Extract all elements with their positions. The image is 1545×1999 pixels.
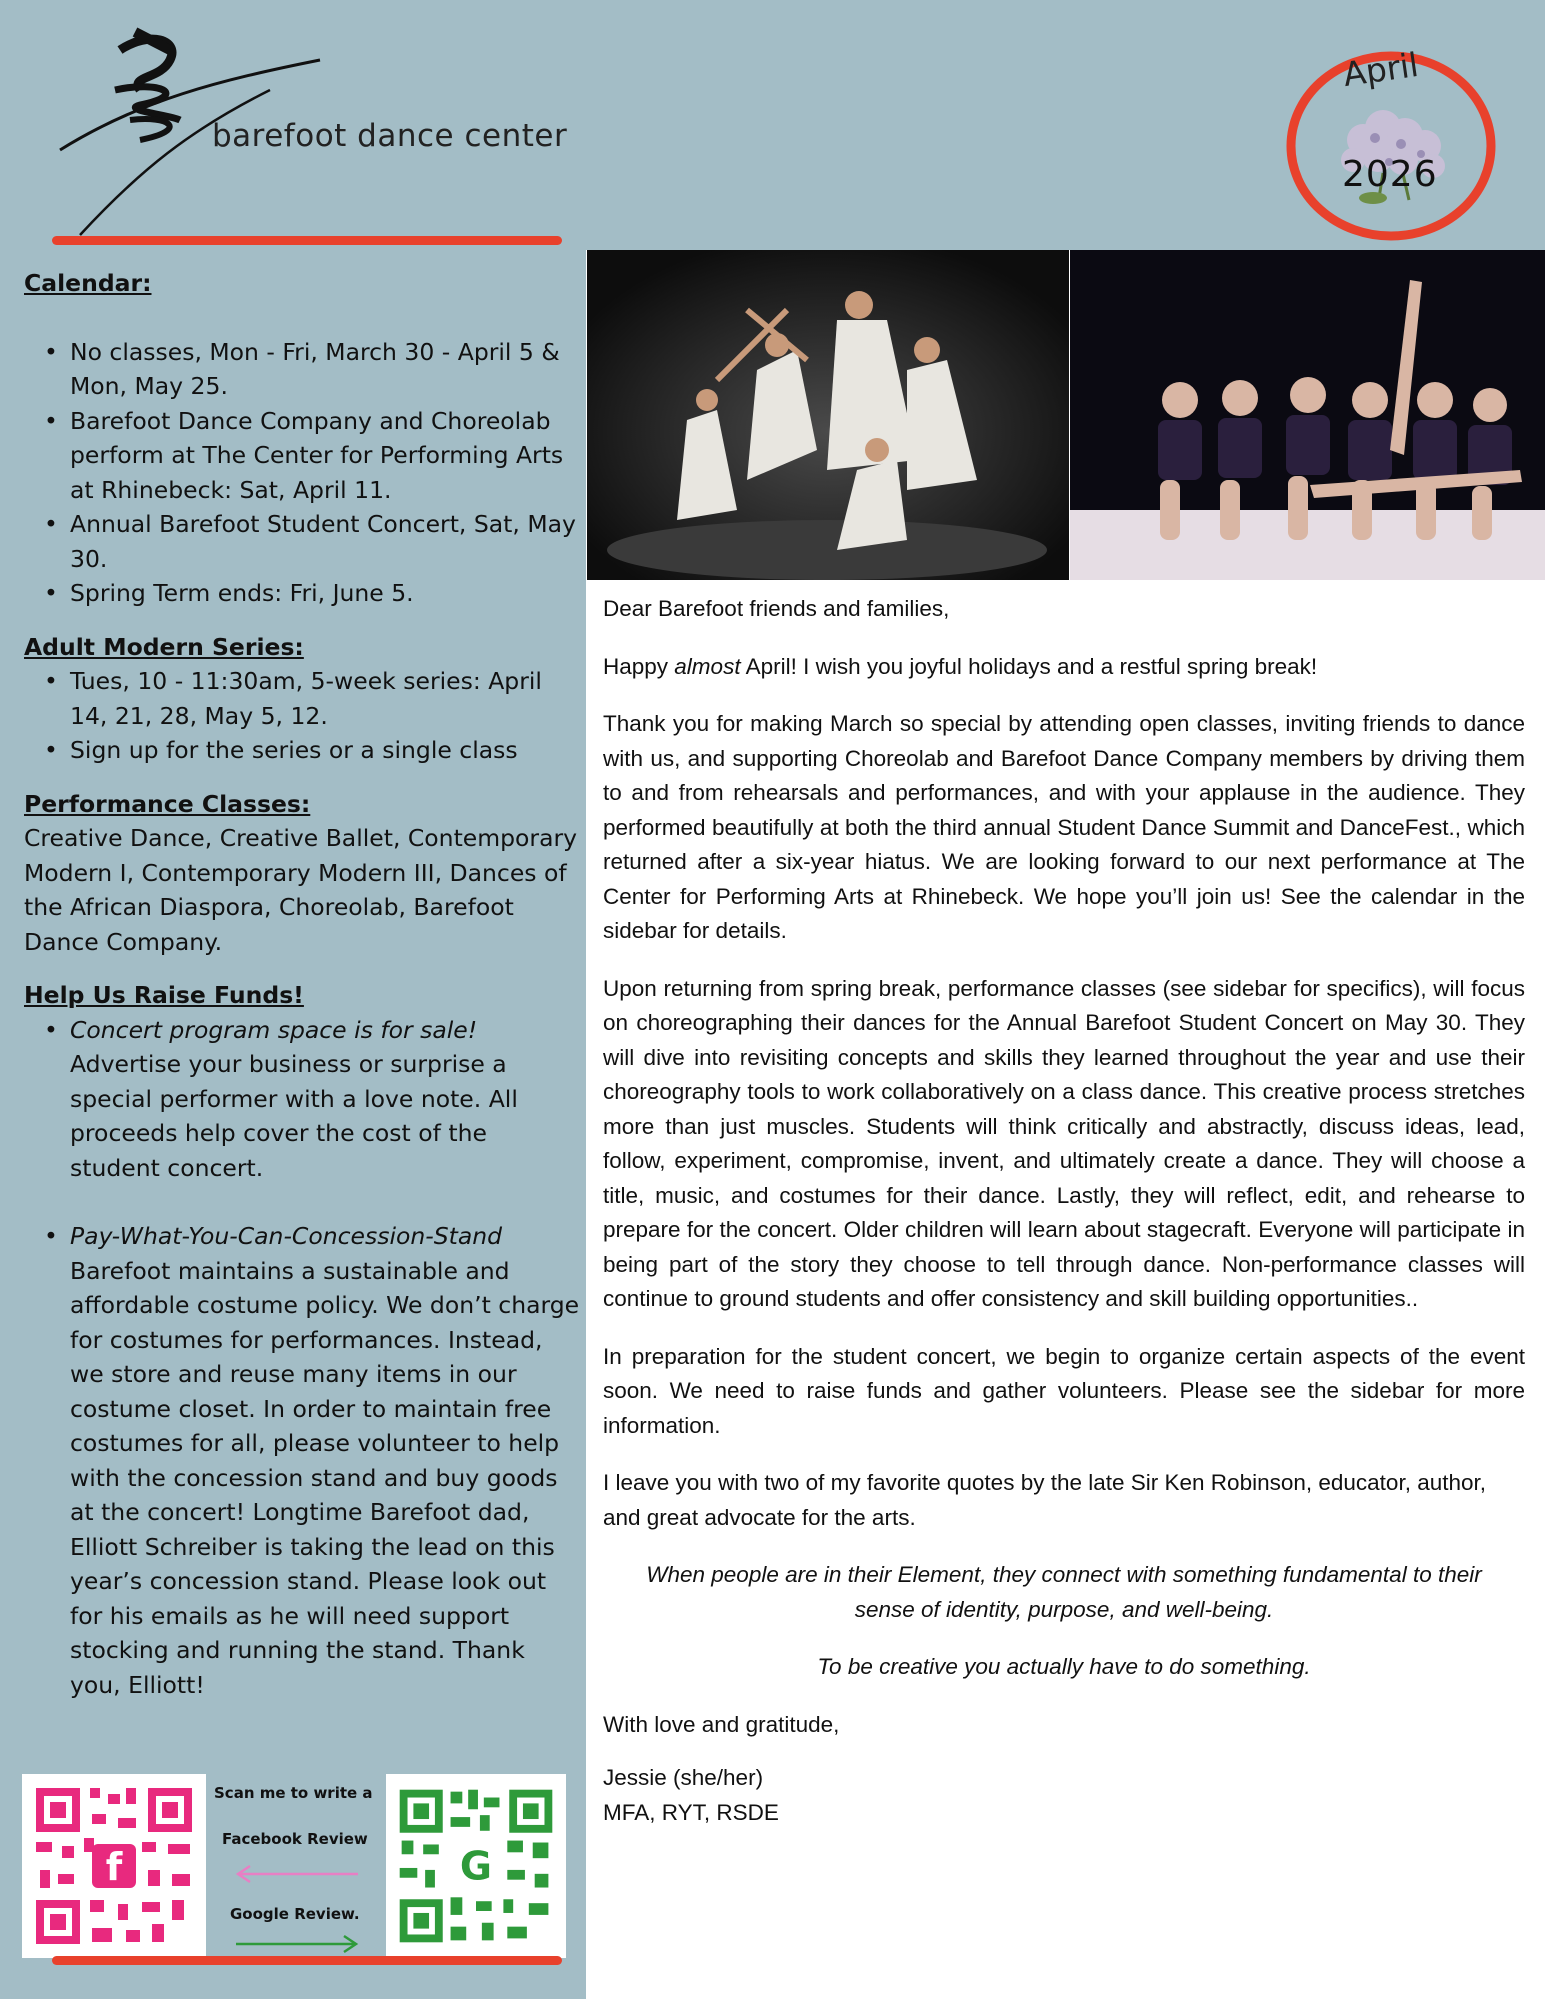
signature-credentials: MFA, RYT, RSDE xyxy=(603,1799,779,1825)
adult-series-title: Adult Modern Series: xyxy=(24,632,304,661)
google-qr-icon xyxy=(386,1774,566,1958)
header xyxy=(0,0,1545,250)
letter-emphasis: almost xyxy=(674,653,741,679)
list-item: • Tues, 10 - 11:30am, 5-week series: April 14, 21, 28, May 5, 12. xyxy=(70,664,580,733)
signature xyxy=(603,1761,1525,1830)
quote: When people are in their Element, they connect with something fundamental to their sense of identity, purpose, and well-being. xyxy=(646,1562,1482,1622)
performance-classes-title: Performance Classes: xyxy=(24,789,311,818)
dance-photo-right xyxy=(1070,250,1545,580)
sidebar xyxy=(24,266,580,1702)
funds-item-lead: Concert program space is for sale! xyxy=(70,1015,478,1044)
letter-closing: With love and gratitude, xyxy=(603,1711,840,1737)
adult-series-list xyxy=(24,664,580,768)
qr-caption-mid: Facebook Review xyxy=(222,1830,368,1848)
list-item: • Barefoot Dance Company and Choreolab perform at The Center for Performing Arts at Rhinebeck: Sat, April 11. xyxy=(70,404,580,508)
badge-month: April xyxy=(1340,44,1421,95)
raise-funds-title: Help Us Raise Funds! xyxy=(24,981,304,1009)
qr-caption-top: Scan me to write a xyxy=(214,1784,373,1802)
funds-item-lead: Pay-What-You-Can-Concession-Stand xyxy=(70,1222,503,1250)
letter-paragraph: Upon returning from spring break, performance classes (see sidebar for specifics), will focus on choreographing their dances for the Annual Barefoot Student Concert on May 30. They will dive into revisiting concepts and skills they learned throughout the year and use their choreography tools to work collaboratively on a class dance. This creative process stretches more than just muscles. Students will think critically and abstractly, discuss ideas, lead, follow, experiment, compromise, invent, and ultimately create a dance. They will choose a title, music, and costumes for their dance. Lastly, they will reflect, edit, and rehearse to prepare for the concert. Older children will learn about stagecraft. Everyone will participate in being part of the story they choose to tell through dance. Non-performance classes will continue to ground students and offer consistency and skill building opportunities.. xyxy=(603,975,1525,1311)
performance-classes-text: Creative Dance, Creative Ballet, Contemporary Modern I, Contemporary Modern III, Dances of the African Diaspora, Choreolab, Barefoot Dance Company. xyxy=(24,824,578,956)
list-item: • Annual Barefoot Student Concert, Sat, May 30. xyxy=(70,507,580,576)
arrow-left-icon xyxy=(232,1864,362,1884)
list-item xyxy=(70,1219,580,1702)
letter-text: April! I wish you joyful holidays and a restful spring break! xyxy=(740,653,1318,679)
letter-paragraph: In preparation for the student concert, we begin to organize certain aspects of the event soon. We need to raise funds and gather volunteers. Please see the sidebar for more information. xyxy=(603,1343,1525,1438)
letter-greeting: Dear Barefoot friends and families, xyxy=(603,596,950,621)
google-qr-code[interactable] xyxy=(386,1774,566,1958)
list-item: • Sign up for the series or a single class xyxy=(70,733,580,768)
letter-body xyxy=(603,592,1525,1853)
calendar-list xyxy=(24,335,580,611)
list-item: • Spring Term ends: Fri, June 5. xyxy=(70,576,580,611)
letter-panel xyxy=(586,250,1545,1999)
list-item: • No classes, Mon - Fri, March 30 - April 5 & Mon, May 25. xyxy=(70,335,580,404)
badge-year: 2026 xyxy=(1342,154,1438,195)
facebook-qr-icon xyxy=(22,1774,206,1958)
list-item xyxy=(70,1013,580,1186)
dance-photo-left xyxy=(587,250,1069,580)
funds-item-text: Advertise your business or surprise a special performer with a love note. All proceeds help cover the cost of the student concert. xyxy=(70,1050,518,1182)
letter-paragraph xyxy=(603,650,1525,685)
header-divider xyxy=(52,236,562,245)
arrow-right-icon xyxy=(232,1934,362,1954)
logo-text: barefoot dance center xyxy=(212,118,568,154)
raise-funds-list xyxy=(24,1013,580,1703)
facebook-qr-code[interactable] xyxy=(22,1774,206,1958)
quote: To be creative you actually have to do something. xyxy=(817,1654,1311,1679)
signature-name: Jessie (she/her) xyxy=(603,1765,764,1790)
footer-divider xyxy=(52,1956,562,1965)
svg-text:G: G xyxy=(459,1844,493,1890)
qr-caption-bottom: Google Review. xyxy=(230,1905,360,1923)
letter-text: Happy xyxy=(603,653,675,679)
svg-text:f: f xyxy=(105,1845,123,1889)
funds-item-text: Barefoot maintains a sustainable and affordable costume policy. We don’t charge for costumes for performances. Instead, we store and reuse many items in our costume closet. In order to maintain free costumes for all, please volunteer to help with the concession stand and buy goods at the concert! Longtime Barefoot dad, Elliott Schreiber is taking the lead on this year’s concession stand. Please look out for his emails as he will need support stocking and running the stand. Thank you, Elliott! xyxy=(70,1256,580,1699)
calendar-title: Calendar: xyxy=(24,269,152,297)
letter-paragraph: Thank you for making March so special by attending open classes, inviting friends to dance with us, and supporting Choreolab and Barefoot Dance Company members by driving them to and from rehearsals and performances, and with your applause in the audience. They performed beautifully at both the third annual Student Dance Summit and DanceFest., which returned after a six-year hiatus. We are looking forward to our next performance at The Center for Performing Arts at Rhinebeck. We hope you’ll join us! See the calendar in the sidebar for details. xyxy=(603,711,1525,943)
letter-paragraph: I leave you with two of my favorite quotes by the late Sir Ken Robinson, educator, author, and great advocate for the arts. xyxy=(603,1470,1487,1530)
